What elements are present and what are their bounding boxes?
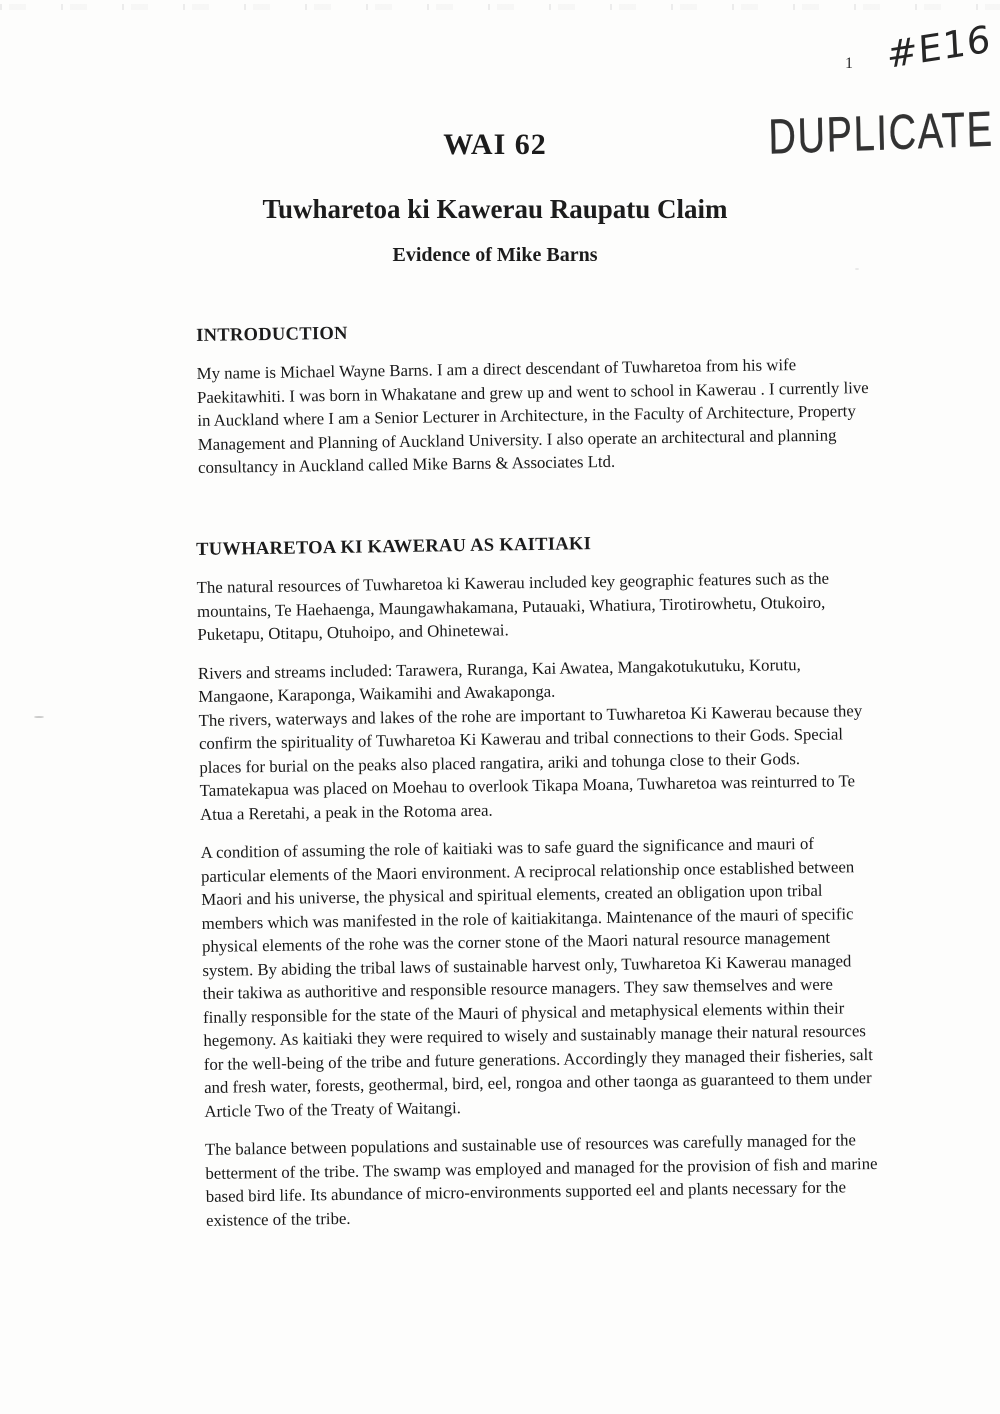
document-subtitle: Evidence of Mike Barns [392,244,598,266]
section-kaitiaki [196,530,882,1232]
scan-speck [855,268,859,270]
section-heading: INTRODUCTION [196,323,348,346]
title-block [155,128,835,267]
paragraph: Rivers and streams included: Tarawera, Ruranga, Kai Awatea, Mangakotukutuku, Korutu, Mangaone, Karaponga, Waikamihi and Awakaponga. [197,654,801,706]
duplicate-stamp: DUPLICATE [768,101,995,165]
handwritten-exhibit-mark: #E16 [885,17,993,77]
section-heading: TUWHARETOA KI KAWERAU AS KAITIAKI [196,533,592,560]
paragraph: The rivers, waterways and lakes of the rohe are important to Tuwharetoa Ki Kawerau because they confirm the spirituality of Tuwharetoa Ki Kawerau and tribal connections to their Gods. Special places for burial on the peaks also placed rangatira, ariki and tohunga close to their Gods. Tamatekapua was placed on Moehau to overlook Tikapa Moana, Tuwharetoa was reinturred to Te Atua a Reretahi, a peak in the Rotoma area. [198,700,863,824]
case-number: WAI 62 [443,128,547,161]
paragraph: The balance between populations and sustainable use of resources was carefully managed for the betterment of the tribe. The swamp was employed and managed for the provision of fish and marine based bird life. Its abundance of micro-environments supported eel and plants necessary for the existence of the tribe. [204,1130,878,1230]
section-introduction [196,316,874,480]
scan-artifact-strip [0,4,1000,10]
document-title: Tuwharetoa ki Kawerau Raupatu Claim [262,194,728,224]
paragraph: A condition of assuming the role of kaitiaki was to safe guard the significance and mauri of particular elements of the Maori environment. A reciprocal relationship once established between Maori and his universe, the physical and spiritual elements, created an obligation upon tribal members which was manifested in the role of kaitiakitanga. Maintenance of the mauri of specific physical elements of the rohe was the corner stone of the Maori natural resource management system. By abiding the tribal laws of sustainable harvest only, Tuwharetoa Ki Kawerau managed their takiwa as authoritive and responsible resource managers. They saw themselves and were finally responsible for the state of the Mauri of physical and metaphysical elements within their hegemony. As kaitiaki they were required to wisely and sustainably manage their natural resources for the well-being of the tribe and future generations. Accordingly they managed their fisheries, salt and fresh water, forests, geothermal, bird, eel, rongoa and other taonga as guaranteed to them under Article Two of the Treaty of Waitangi. [200,833,874,1121]
paragraph: My name is Michael Wayne Barns. I am a direct descendant of Tuwharetoa from his wife Paekitawhiti. I was born in Whakatane and grew up and went to school in Kawerau . I currently live in Auckland where I am a Senior Lecturer in Architecture, in the Faculty of Architecture, Property Management and Planning of Auckland University. I also operate an architectural and planning consultancy in Auckland called Mike Barns & Associates Ltd. [196,355,869,478]
document-body [196,323,878,1232]
page-number: 1 [845,55,853,72]
paragraph: The natural resources of Tuwharetoa ki Kawerau included key geographic features such as the mountains, Te Haehaenga, Maungawhakamana, Putauaki, Whatiura, Tirotirowhetu, Otukoiro, Puketapu, Otitapu, Otuhoipo, and Ohinetewai. [196,568,830,644]
scan-speck [34,716,44,718]
